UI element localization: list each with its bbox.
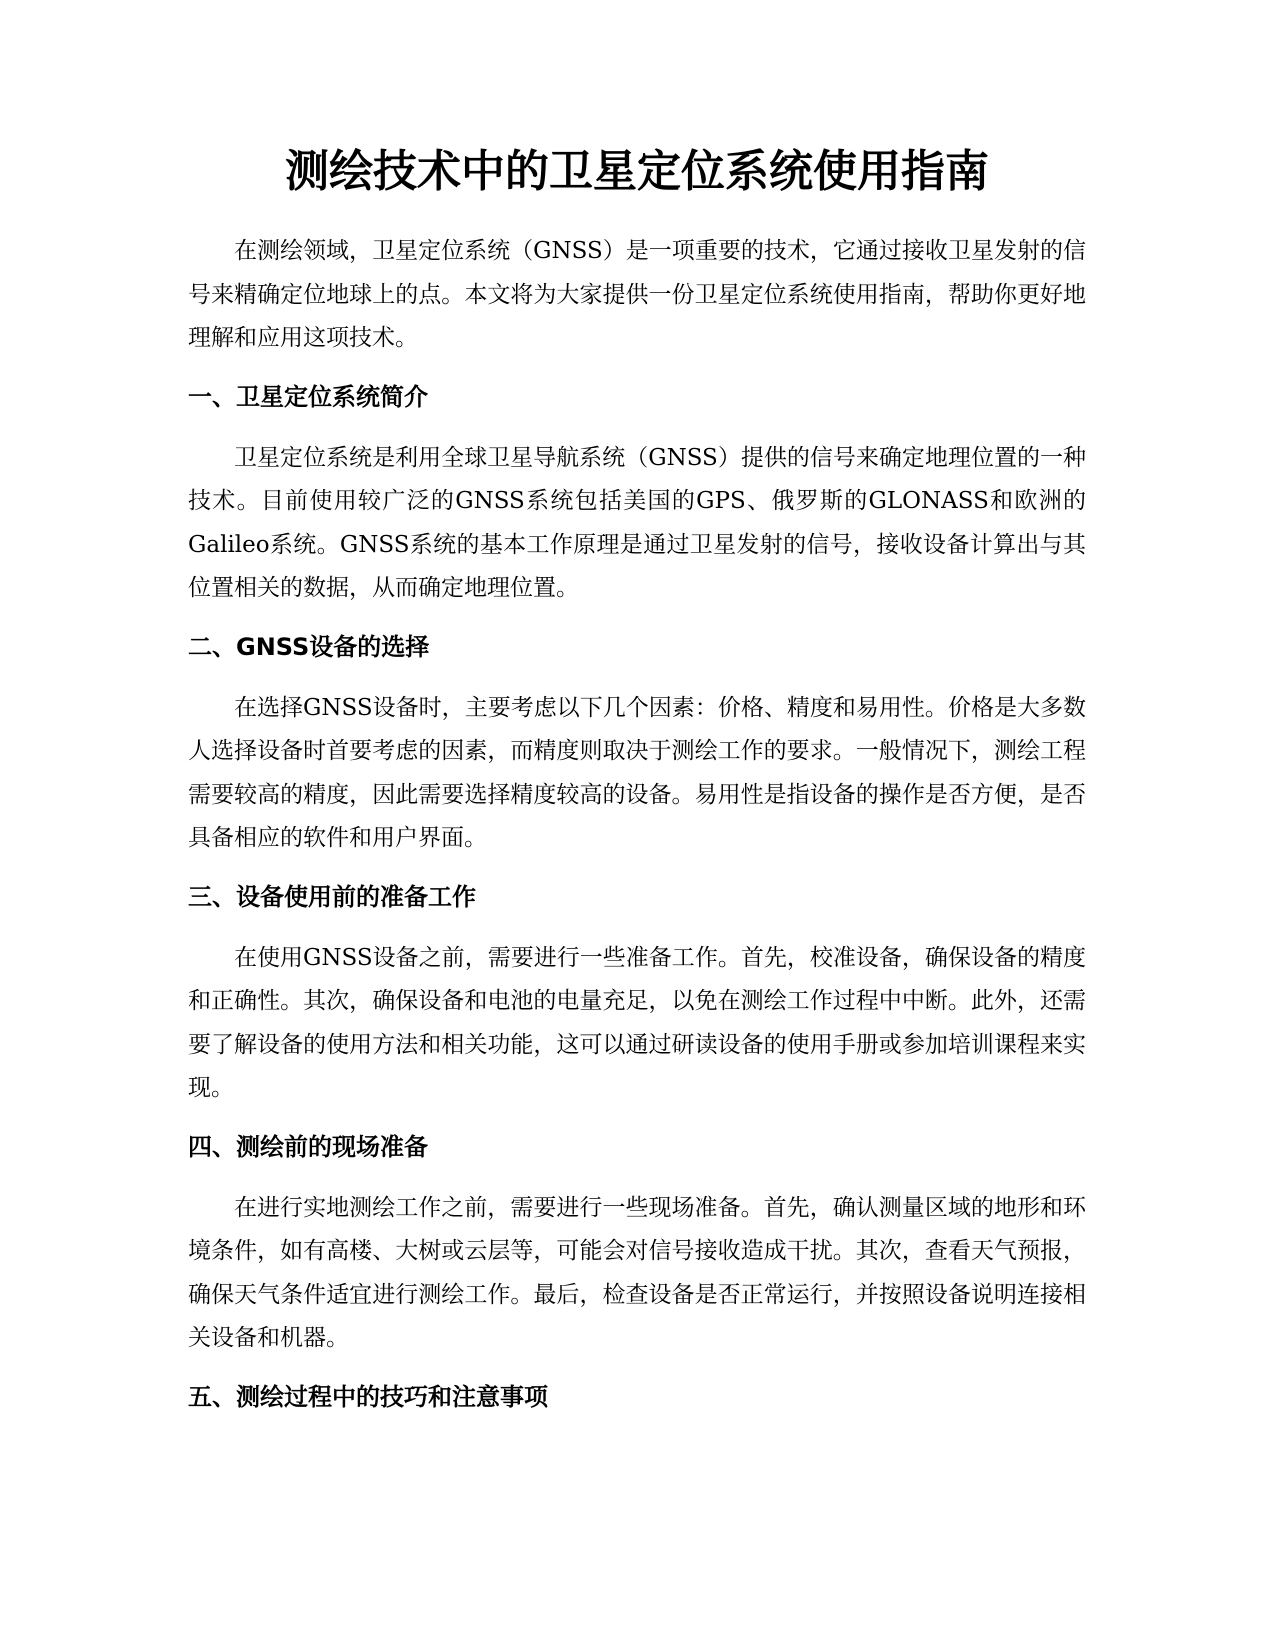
section-heading-tips: 五、测绘过程中的技巧和注意事项 [188, 1382, 548, 1411]
section-paragraph-site-preparation: 在进行实地测绘工作之前，需要进行一些现场准备。首先，确认测量区域的地形和环境条件，如有高楼、大树或云层等，可能会对信号接收造成干扰。其次，查看天气预报，确保天气条件适宜进行测绘工作。最后，检查设备是否正常运行，并按照设备说明连接相关设备和机器。 [188, 1194, 1086, 1351]
section-heading-device-selection: 二、GNSS设备的选择 [188, 632, 430, 661]
document-page [188, 140, 1086, 1437]
section-paragraph-preparation: 在使用GNSS设备之前，需要进行一些准备工作。首先，校准设备，确保设备的精度和正确性。其次，确保设备和电池的电量充足，以免在测绘工作过程中中断。此外，还需要了解设备的使用方法和相关功能，这可以通过研读设备的使用手册或参加培训课程来实现。 [188, 944, 1086, 1101]
section-heading-preparation: 三、设备使用前的准备工作 [188, 882, 476, 911]
intro-paragraph: 在测绘领域，卫星定位系统（GNSS）是一项重要的技术，它通过接收卫星发射的信号来精确定位地球上的点。本文将为大家提供一份卫星定位系统使用指南，帮助你更好地理解和应用这项技术。 [188, 238, 1086, 351]
section-paragraph-intro: 卫星定位系统是利用全球卫星导航系统（GNSS）提供的信号来确定地理位置的一种技术。目前使用较广泛的GNSS系统包括美国的GPS、俄罗斯的GLONASS和欧洲的Galileo系统。GNSS系统的基本工作原理是通过卫星发射的信号，接收设备计算出与其位置相关的数据，从而确定地理位置。 [188, 444, 1086, 601]
section-heading-site-preparation: 四、测绘前的现场准备 [188, 1132, 428, 1161]
section-paragraph-device-selection: 在选择GNSS设备时，主要考虑以下几个因素：价格、精度和易用性。价格是大多数人选择设备时首要考虑的因素，而精度则取决于测绘工作的要求。一般情况下，测绘工程需要较高的精度，因此需要选择精度较高的设备。易用性是指设备的操作是否方便，是否具备相应的软件和用户界面。 [188, 694, 1086, 851]
section-heading-intro: 一、卫星定位系统简介 [188, 382, 428, 411]
document-title: 测绘技术中的卫星定位系统使用指南 [285, 146, 989, 197]
